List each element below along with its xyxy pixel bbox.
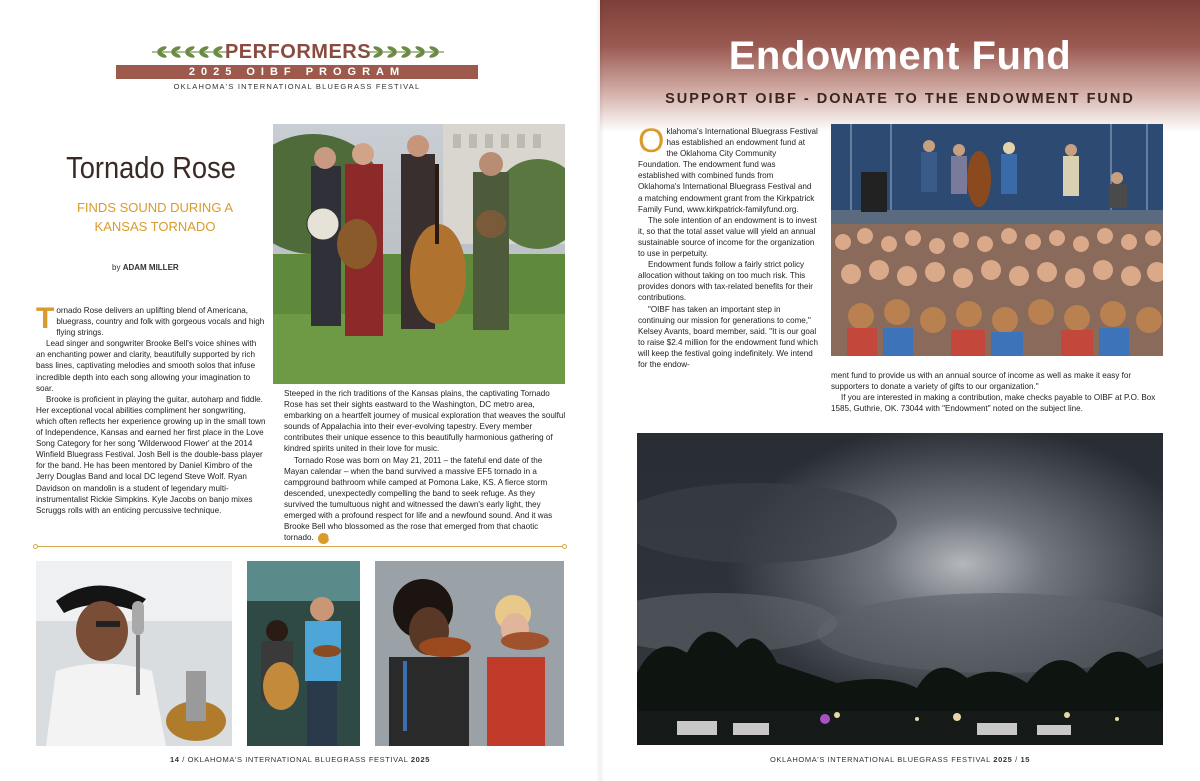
paragraph: ornado Rose delivers an uplifting blend of Americana, bluegrass, country and folk with gorgeous vocals and high flying strings. <box>56 306 265 338</box>
section-header <box>150 40 446 66</box>
byline <box>112 263 179 272</box>
paragraph: Endowment funds follow a fairly strict policy allocation without taking on too much risk. This provides donors with tax-related benefits for their contributions. <box>638 260 814 303</box>
article-column-1 <box>36 302 266 516</box>
olive-branch-left-icon <box>150 44 232 60</box>
footer-year: 2025 <box>410 755 430 764</box>
byline-prefix: by <box>112 263 121 272</box>
page-number: 14 <box>170 755 180 764</box>
article-title: Tornado Rose <box>66 150 236 185</box>
guitar-players-photo <box>247 561 360 746</box>
page-footer <box>600 755 1200 764</box>
rule-end-dot <box>33 544 38 549</box>
page-number: 15 <box>1020 755 1030 764</box>
page-spine <box>596 0 604 781</box>
paragraph: Lead singer and songwriter Brooke Bell's voice shines with an enchanting power and clarity, beautifully supported by rich bass lines, captivating melodies and smooth solos that infuse incredible depth into each song allowing your imagination to soar. <box>36 339 257 393</box>
author-name: ADAM MILLER <box>122 263 179 272</box>
rule-end-dot <box>562 544 567 549</box>
fiddle-players-photo <box>375 561 564 746</box>
footer-text: OKLAHOMA'S INTERNATIONAL BLUEGRASS FESTIVAL <box>770 755 991 764</box>
paragraph: "OIBF has taken an important step in continuing our mission for generations to come," Kelsey Avants, board member, said. "It is our goal to raise $2.4 million for the endowment fund which will keep the festival going indefinitely. We intend for the endow- <box>638 304 818 369</box>
divider-rule <box>36 546 564 547</box>
paragraph: klahoma's International Bluegrass Festival has established an endowment fund at the Oklahoma City Community Foundation. The endowment fund was established with combined funds from Oklahoma's International Bluegrass Festival and a matching endowment grant from the Kirkpatrick Family Fund, www.kirkpatrick-familyfund.org. <box>638 127 818 214</box>
endowment-column-1 <box>638 122 818 370</box>
end-mark-icon: BF <box>318 533 329 544</box>
paragraph: If you are interested in making a contribution, make checks payable to OIBF at P.O. Box 1585, Guthrie, OK. 73044 with "Endowment" noted on the subject line. <box>831 393 1156 414</box>
paragraph: ment fund to provide us with an annual source of income as well as make it easy for supporters to donate a variety of gifts to our organization." <box>831 371 1132 392</box>
footer-text: OKLAHOMA'S INTERNATIONAL BLUEGRASS FESTIVAL <box>187 755 409 764</box>
dropcap: O <box>638 122 665 160</box>
page-title: Endowment Fund <box>728 34 1072 78</box>
section-title: PERFORMERS <box>224 41 372 63</box>
olive-branch-right-icon <box>364 44 446 60</box>
paragraph: Brooke is proficient in playing the guitar, autoharp and fiddle. Her exceptional vocal abilities compliment her songwriting, which often reflects her experience growing up in the small town of Independence, Kansas and earned her first place in the Love Song Category for her song 'Wilderwood Flower' at the 2014 Winfield Bluegrass Festival. Josh Bell is the double-bass player for the band. He has been mentored by Daniel Kimbro of the Jerry Douglas Band and local DC legend Steve Wolf. Ryan Davidson on mandolin is a student of legendary multi-instrumentalist Rickie Simpkins. Kyle Jacobs on banjo mixes Scruggs rolls with an enticing percussive technique. <box>36 394 266 515</box>
dropcap: T <box>36 302 55 335</box>
endowment-column-2 <box>831 370 1161 414</box>
footer-separator: / <box>1015 755 1018 764</box>
right-page <box>600 0 1200 781</box>
stage-audience-photo <box>831 124 1163 356</box>
page-subtitle: SUPPORT OIBF - DONATE TO THE ENDOWMENT FUND <box>665 91 1135 107</box>
paragraph: The sole intention of an endowment is to invest it, so that the total asset value will yield an annual sustainable source of income for the organization to use in perpetuity. <box>638 215 817 259</box>
festival-name: OKLAHOMA'S INTERNATIONAL BLUEGRASS FESTIVAL <box>173 82 421 91</box>
paragraph: Steeped in the rich traditions of the Kansas plains, the captivating Tornado Rose has set their sights eastward to the Washington, DC metro area, embarking on a heartfelt journey of musical exploration that weaves the soulful sounds of Appalachia into their ever-evolving tapestry. Every member contributes their unique essence to this beautifully harmonious gathering of kindred spirits united in their love for music. <box>284 389 566 454</box>
paragraph: Tornado Rose was born on May 21, 2011 – the fateful end date of the Mayan calendar – when the band survived a massive EF5 tornado in a campground bathroom while camped at Pomona Lake, KS. A fierce storm descended, unexpectedly compelling the band to seek refuge. As they survived the tumultuous night and witnessed the dawn's early light, they emerged with a profound respect for life and a newfound sound. And it was Brooke Bell who blossomed as the rose that emerged from that chaotic tornado. <box>284 455 553 543</box>
night-sky-photo <box>637 433 1163 745</box>
footer-separator: / <box>182 755 185 764</box>
article-subtitle: FINDS SOUND DURING A KANSAS TORNADO <box>76 200 233 234</box>
band-photo <box>273 124 565 384</box>
footer-year: 2025 <box>993 755 1013 764</box>
page-footer <box>0 755 600 764</box>
article-column-2 <box>284 388 566 544</box>
singer-photo <box>36 561 232 746</box>
program-bar: 2025 OIBF PROGRAM <box>116 65 478 79</box>
